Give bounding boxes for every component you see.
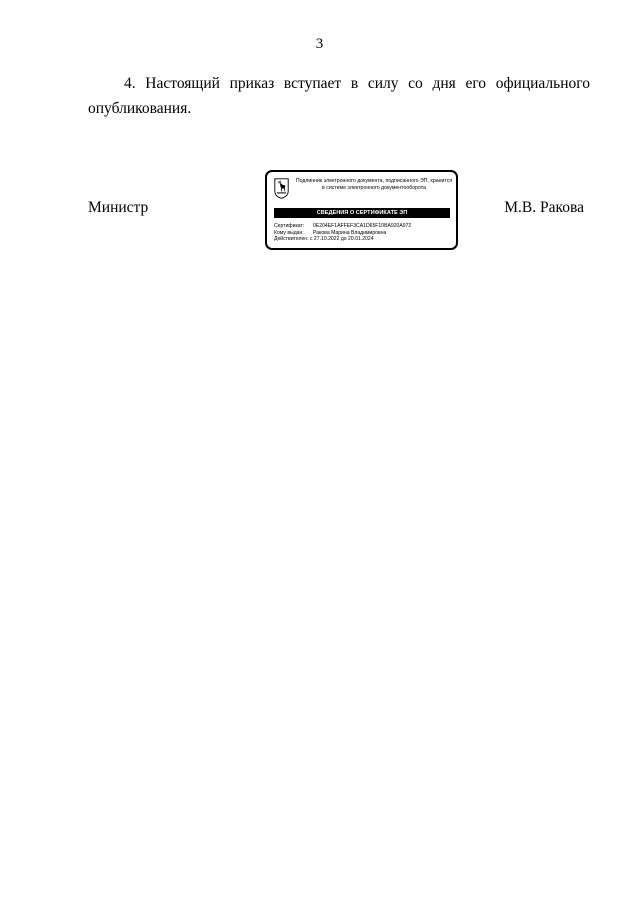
issued-to-label: Кому выдан: [274, 229, 304, 236]
validity-value: с 27.10.2022 до 20.01.2024 [309, 236, 374, 242]
deer-coat-of-arms-icon [274, 178, 289, 199]
signatory-name: М.В. Ракова [504, 199, 584, 216]
paragraph-line-1: 4. Настоящий приказ вступает в силу со дня его официального [124, 75, 590, 92]
electronic-signature-stamp [265, 170, 458, 250]
validity-row [274, 236, 452, 243]
certificate-label: Сертификат: [274, 223, 305, 229]
stamp-header: СВЕДЕНИЯ О СЕРТИФИКАТЕ ЭП [274, 208, 450, 218]
stamp-details [274, 223, 452, 243]
stamp-caption: Подлинник электронного документа, подписанного ЭП, хранится в системе электронного документооборота [295, 178, 453, 191]
signatory-role: Министр [88, 199, 149, 216]
issued-to-value: Ракова Марина Владимировна [313, 229, 387, 236]
certificate-value: 0E204EF1AFFEF3CA1D65F10BA920A972 [313, 223, 412, 229]
body-paragraph [88, 71, 590, 121]
paragraph-line-2: опубликования. [88, 100, 192, 117]
validity-label: Действителен: [274, 236, 309, 242]
page-number: 3 [315, 36, 324, 52]
